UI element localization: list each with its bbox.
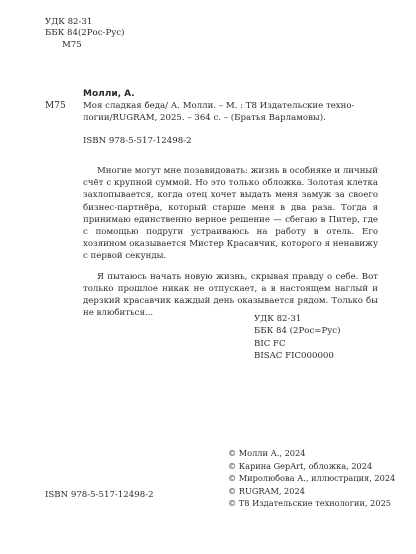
entry-author: Молли, А.: [83, 89, 135, 99]
copyright-line: © Т8 Издательские технологии, 2025: [228, 498, 391, 508]
copyright-line: © Карина GepArt, обложка, 2024: [228, 460, 373, 471]
udk-code-bottom: УДК 82-31: [254, 314, 302, 324]
classification-block-top: [45, 17, 124, 51]
entry-description-line1: Моя сладкая беда/ А. Молли. – М. : Т8 Издательские техно-: [83, 101, 355, 111]
isbn-bottom: ISBN 978-5-517-12498-2: [45, 490, 154, 500]
annotation-paragraph-2: Я пытаюсь начать новую жизнь, скрывая правду о себе. Вот только прошлое никак не отпускает, а в настоящем наглый и дерзкий красавчик каждый день оказывается рядом. Только бы не влюбиться...: [83, 271, 378, 319]
author-mark: М75: [62, 40, 82, 50]
udk-code: УДК 82-31: [45, 17, 93, 27]
copyright-block: [228, 447, 395, 510]
entry-author-mark: М75: [45, 101, 66, 111]
annotation-paragraph-1: Многие могут мне позавидовать: жизнь в особняке и личный счёт с крупной суммой. Но это только обложка. Золотая клетка захлопывается, когда отец хочет выдать меня замуж за своего бизнес-партнёра, который старше меня в два раза. Тогда я принимаю единственно верное решение — сбегаю в Питер, где с помощью подруги устраиваюсь на работу в отель. Его хозяином оказывается Мистер Красавчик, которого я ненавижу с первой секунды.: [83, 166, 378, 262]
bbk-code-bottom: ББК 84 (2Рос=Рус): [254, 326, 341, 337]
copyright-line: © Миролюбова А., иллюстрация, 2024: [228, 473, 396, 483]
bisac-code: BISAC FIC000000: [254, 350, 334, 361]
annotation: [83, 165, 378, 319]
copyright-line: © RUGRAM, 2024: [228, 485, 305, 496]
isbn-top: ISBN 978-5-517-12498-2: [83, 136, 192, 146]
classification-block-bottom: [254, 313, 340, 362]
entry-description-line2: логии/RUGRAM, 2025. – 364 с. – (Братья Варламовы).: [83, 113, 326, 123]
catalog-entry: [83, 88, 378, 124]
bbk-code: ББК 84(2Рос-Рус): [45, 28, 125, 38]
copyright-line: © Молли А., 2024: [228, 448, 306, 458]
bic-code: BIC FC: [254, 338, 286, 349]
